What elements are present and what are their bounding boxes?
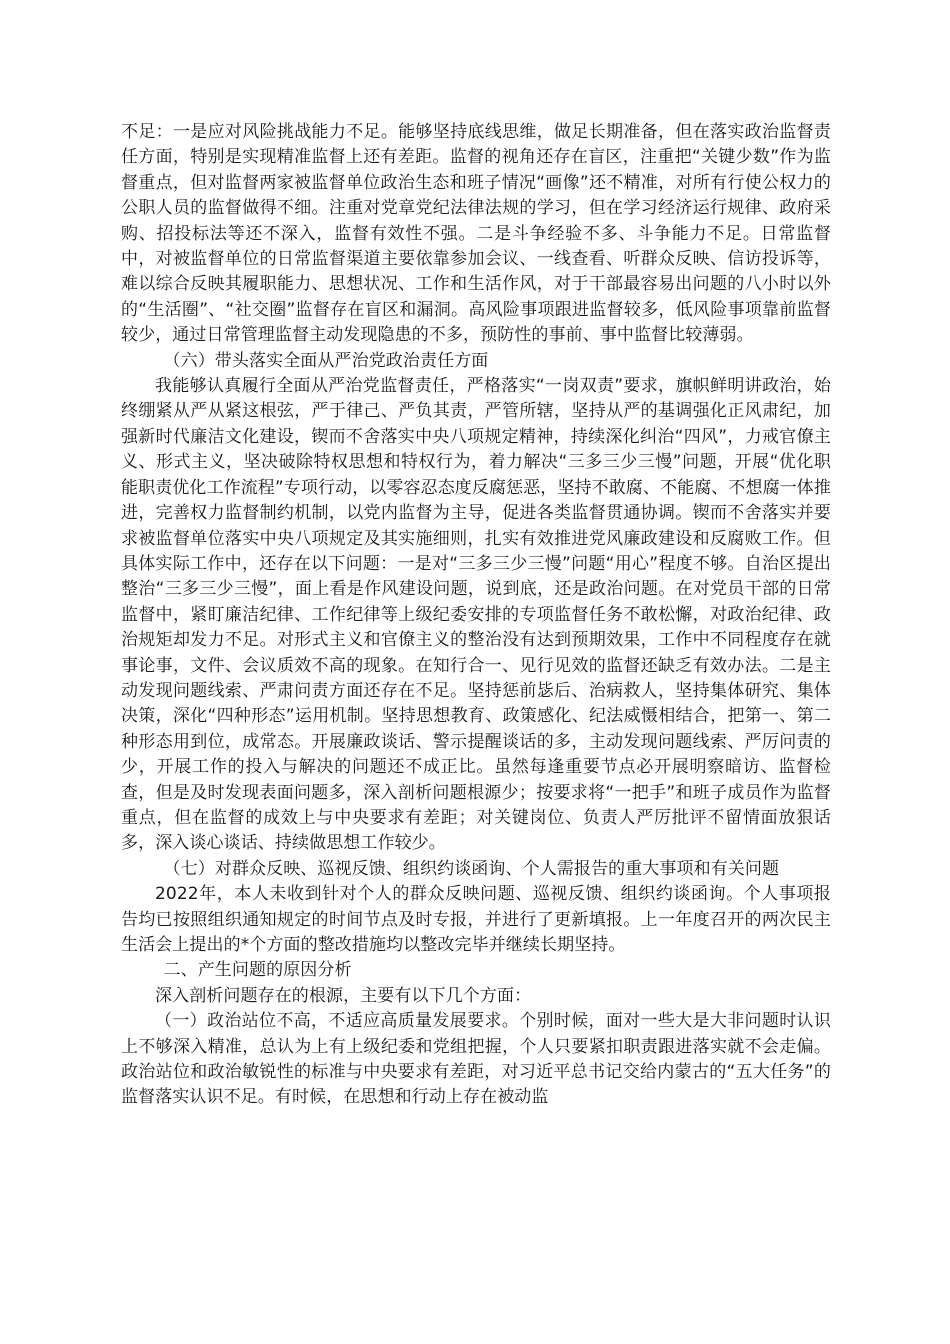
paragraph-political-stance: （一）政治站位不高，不适应高质量发展要求。个别时候，面对一些大是大非问题时认识上不够深入精准，总认为上有上级纪委和党组把握，个人只要紧扣职责跟进落实就不会走偏。政治站位和政治敏锐性的标准与中央要求有差距，对习近平总书记交给内蒙古的“五大任务”的监督落实认识不足。有时候，在思想和行动上存在被动监 [121,1011,831,1108]
paragraph-root-cause-intro: 深入剖析问题存在的根源，主要有以下几个方面： [155,985,532,1006]
heading-section-six: （六）带头落实全面从严治党政治责任方面 [163,350,489,371]
document-page [121,120,831,1111]
paragraph-party-discipline-responsibility: 我能够认真履行全面从严治党监督责任，严格落实“一岗双责”要求，旗帜鲜明讲政治，始终绷紧从严从紧这根弦，严于律己、严负其责，严管所辖，坚持从严的基调强化正风肃纪，加强新时代廉洁文化建设，锲而不舍落实中央八项规定精神，持续深化纠治“四风”，力戒官僚主义、形式主义，坚决破除特权思想和特权行为，着力解决“三多三少三慢”问题，开展“优化职能职责优化工作流程”专项行动，以零容忍态度反腐惩恶，坚持不敢腐、不能腐、不想腐一体推进，完善权力监督制约机制，以党内监督为主导，促进各类监督贯通协调。锲而不舍落实并要求被监督单位落实中央八项规定及其实施细则，扎实有效推进党风廉政建设和反腐败工作。但具体实际工作中，还存在以下问题：一是对“三多三少三慢”问题“用心”程度不够。自治区提出整治“三多三少三慢”，面上看是作风建设问题，说到底，还是政治问题。在对党员干部的日常监督中，紧盯廉洁纪律、工作纪律等上级纪委安排的专项监督任务不敢松懈，对政治纪律、政治规矩却发力不足。对形式主义和官僚主义的整治没有达到预期效果，工作中不同程度存在就事论事，文件、会议质效不高的现象。在知行合一、见行见效的监督还缺乏有效办法。二是主动发现问题线索、严肃问责方面还存在不足。坚持惩前毖后、治病救人，坚持集体研究、集体决策，深化“四种形态”运用机制。坚持思想教育、政策感化、纪法威慑相结合，把第一、第二种形态用到位，成常态。开展廉政谈话、警示提醒谈话的多，主动发现问题线索、严厉问责的少，开展工作的投入与解决的问题还不成正比。虽然每逢重要节点必开展明察暗访、监督检查，但是及时发现表面问题多，深入剖析问题根源少；按要求将“一把手”和班子成员作为监督重点，但在监督的成效上与中央要求有差距；对关键岗位、负责人严厉批评不留情面放狠话多，深入谈心谈话、持续做思想工作较少。 [121,376,832,854]
paragraph-2022-report: 2022年，本人未收到针对个人的群众反映问题、巡视反馈、组织约谈函询。个人事项报告均已按照组织通知规定的时间节点及时专报，并进行了更新填报。上一年度召开的两次民主生活会上提出的*个方面的整改措施均以整改完毕并继续长期坚持。 [121,884,831,955]
heading-cause-analysis: 二、产生问题的原因分析 [163,960,352,981]
paragraph-supervision-shortcomings: 不足：一是应对风险挑战能力不足。能够坚持底线思维，做足长期准备，但在落实政治监督责任方面，特别是实现精准监督上还有差距。监督的视角还存在盲区，注重把“关键少数”作为监督重点，但对监督两家被监督单位政治生态和班子情况“画像”还不精准，对所有行使公权力的公职人员的监督做得不细。注重对党章党纪法律法规的学习，但在学习经济运行规律、政府采购、招投标法等还不深入，监督有效性不强。二是斗争经验不多、斗争能力不足。日常监督中，对被监督单位的日常监督渠道主要依靠参加会议、一线查看、听群众反映、信访投诉等，难以综合反映其履职能力、思想状况、工作和生活作风，对于干部最容易出问题的八小时以外的“生活圈”、“社交圈”监督存在盲区和漏洞。高风险事项跟进监督较多，低风险事项靠前监督较少，通过日常管理监督主动发现隐患的不多，预防性的事前、事中监督比较薄弱。 [121,122,831,346]
heading-section-seven: （七）对群众反映、巡视反馈、组织约谈函询、个人需报告的重大事项和有关问题 [163,858,780,879]
